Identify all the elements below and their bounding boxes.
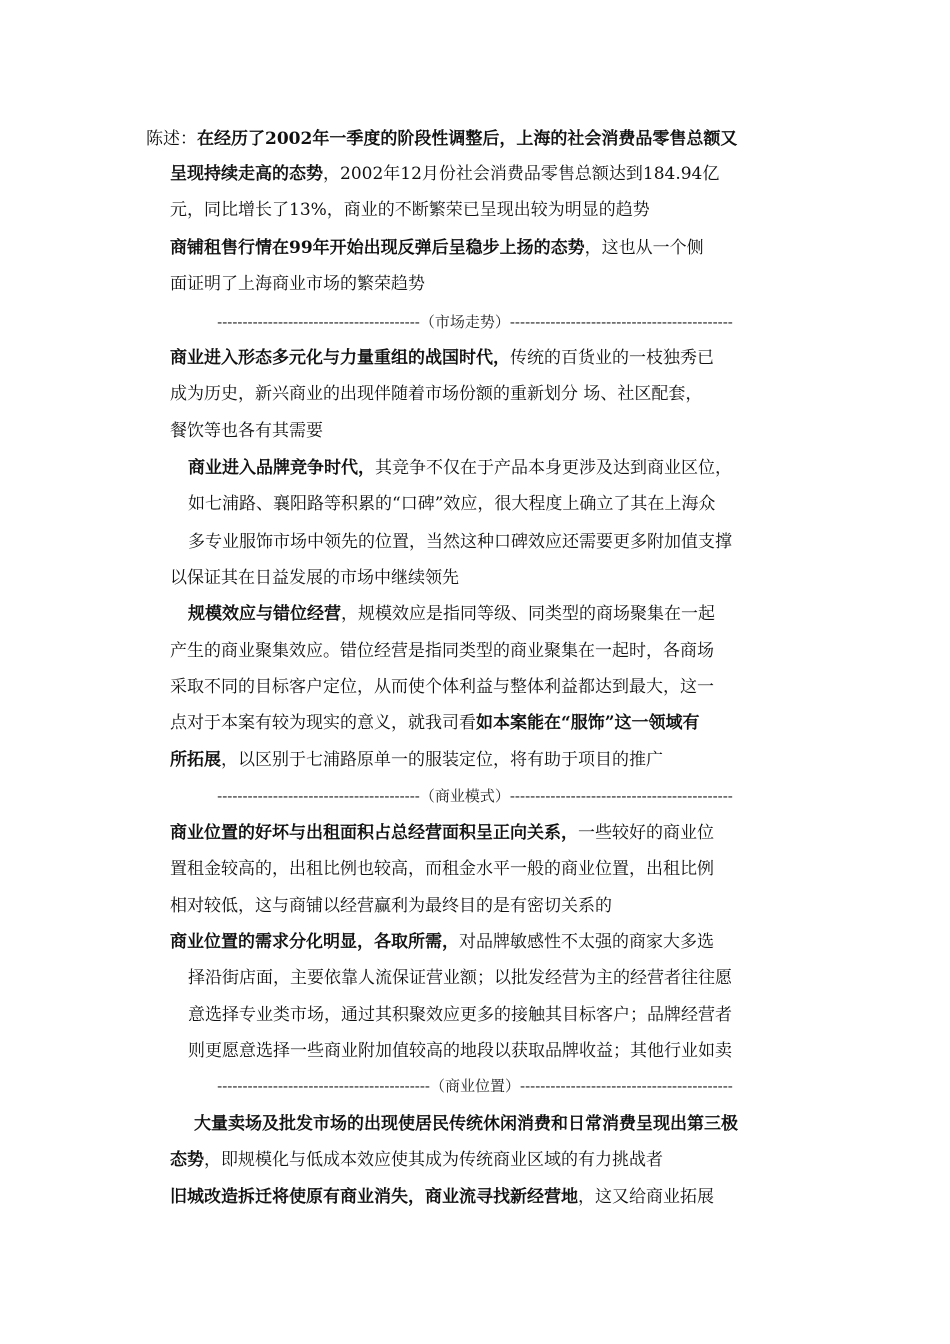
body-text: 以保证其在日益发展的市场中继续领先 xyxy=(170,568,459,588)
section-separator-market-trend: ----------------------------------------（市场走势）-------------------------------------------- xyxy=(217,313,733,331)
body-text: ，2002年12月份社会消费品零售总额达到184.94亿 xyxy=(323,164,720,184)
p1-line-3 xyxy=(170,198,650,222)
p3-line-1 xyxy=(188,456,732,480)
p6-line-1 xyxy=(170,930,714,954)
p7-line-1 xyxy=(194,1112,738,1136)
p4-line-5 xyxy=(170,748,663,772)
bold-text: 呈现持续走高的态势 xyxy=(170,164,323,184)
p4-line-1 xyxy=(188,602,715,626)
bold-text: 态势 xyxy=(170,1150,204,1170)
section-separator-business-model: ----------------------------------------（商业模式）-------------------------------------------- xyxy=(217,787,733,805)
body-text: 采取不同的目标客户定位，从而使个体利益与整体利益都达到最大，这一 xyxy=(170,677,714,697)
bold-text: 商业进入形态多元化与力量重组的战国时代， xyxy=(170,348,510,368)
p3-line-4 xyxy=(170,566,459,590)
p6-line-3 xyxy=(188,1003,732,1027)
body-text: 元，同比增长了13%，商业的不断繁荣已呈现出较为明显的趋势 xyxy=(170,200,650,220)
p5-line-1 xyxy=(170,821,714,845)
bold-text: 旧城改造拆迁将使原有商业消失，商业流寻找新经营地 xyxy=(170,1187,578,1207)
bold-text: 在经历了2002年一季度的阶段性调整后，上海的社会消费品零售总额又 xyxy=(197,129,738,149)
body-text: ，以区别于七浦路原单一的服装定位，将有助于项目的推广 xyxy=(221,750,663,770)
body-text: 如七浦路、襄阳路等积累的“口碑”效应，很大程度上确立了其在上海众 xyxy=(188,494,716,514)
p2-line-1 xyxy=(170,346,714,370)
bold-text: 规模效应与错位经营 xyxy=(188,604,341,624)
p7-line-2 xyxy=(170,1148,663,1172)
p3-line-2 xyxy=(188,492,715,516)
p1-line-5 xyxy=(170,272,425,296)
bold-text: 如本案能在“服饰”这一领域有 xyxy=(476,713,700,733)
body-text: 多专业服饰市场中领先的位置，当然这种口碑效应还需要更多附加值支撑 xyxy=(188,532,732,552)
label-statement: 陈述： xyxy=(146,129,197,149)
bold-text: 商铺租售行情在99年开始出现反弹后呈稳步上扬的态势 xyxy=(170,238,585,258)
p1-line-1 xyxy=(146,127,737,151)
body-text: 传统的百货业的一枝独秀已 xyxy=(510,348,714,368)
body-text: 面证明了上海商业市场的繁荣趋势 xyxy=(170,274,425,294)
p4-line-4 xyxy=(170,711,700,735)
body-text: ，规模效应是指同等级、同类型的商场聚集在一起 xyxy=(341,604,715,624)
p1-line-2 xyxy=(170,162,719,186)
p3-line-3 xyxy=(188,530,732,554)
body-text: 其竞争不仅在于产品本身更涉及达到商业区位， xyxy=(375,458,732,478)
p1-line-4 xyxy=(170,236,704,260)
p4-line-3 xyxy=(170,675,714,699)
bold-text: 所拓展 xyxy=(170,750,221,770)
body-text: ，即规模化与低成本效应使其成为传统商业区域的有力挑战者 xyxy=(204,1150,663,1170)
body-text: 相对较低，这与商铺以经营赢利为最终目的是有密切关系的 xyxy=(170,896,612,916)
bold-text: 商业位置的好坏与出租面积占总经营面积呈正向关系， xyxy=(170,823,578,843)
body-text: 意选择专业类市场，通过其积聚效应更多的接触其目标客户；品牌经营者 xyxy=(188,1005,732,1025)
p6-line-2 xyxy=(188,966,732,990)
body-text: 对品牌敏感性不太强的商家大多选 xyxy=(459,932,714,952)
p2-line-2 xyxy=(170,382,702,406)
p5-line-3 xyxy=(170,894,612,918)
body-text: 产生的商业聚集效应。错位经营是指同类型的商业聚集在一起时，各商场 xyxy=(170,641,714,661)
body-text: 餐饮等也各有其需要 xyxy=(170,421,323,441)
body-text: ，这又给商业拓展 xyxy=(578,1187,714,1207)
section-separator-business-location: ------------------------------------------（商业位置）------------------------------------------ xyxy=(217,1077,733,1095)
body-text: 置租金较高的，出租比例也较高，而租金水平一般的商业位置，出租比例 xyxy=(170,859,714,879)
body-text: 择沿街店面，主要依靠人流保证营业额；以批发经营为主的经营者往往愿 xyxy=(188,968,732,988)
body-text: 则更愿意选择一些商业附加值较高的地段以获取品牌收益；其他行业如卖 xyxy=(188,1041,732,1061)
bold-text: 商业位置的需求分化明显，各取所需， xyxy=(170,932,459,952)
body-text: 点对于本案有较为现实的意义，就我司看 xyxy=(170,713,476,733)
p6-line-4 xyxy=(188,1039,732,1063)
body-text: ，这也从一个侧 xyxy=(584,238,704,258)
p4-line-2 xyxy=(170,639,714,663)
bold-text: 商业进入品牌竞争时代， xyxy=(188,458,375,478)
p5-line-2 xyxy=(170,857,714,881)
p2-line-3 xyxy=(170,419,323,443)
body-text: 一些较好的商业位 xyxy=(578,823,714,843)
body-text: 成为历史，新兴商业的出现伴随着市场份额的重新划分 场、社区配套， xyxy=(170,384,703,404)
bold-text: 大量卖场及批发市场的出现使居民传统休闲消费和日常消费呈现出第三极 xyxy=(194,1114,738,1134)
p7-line-3 xyxy=(170,1185,714,1209)
